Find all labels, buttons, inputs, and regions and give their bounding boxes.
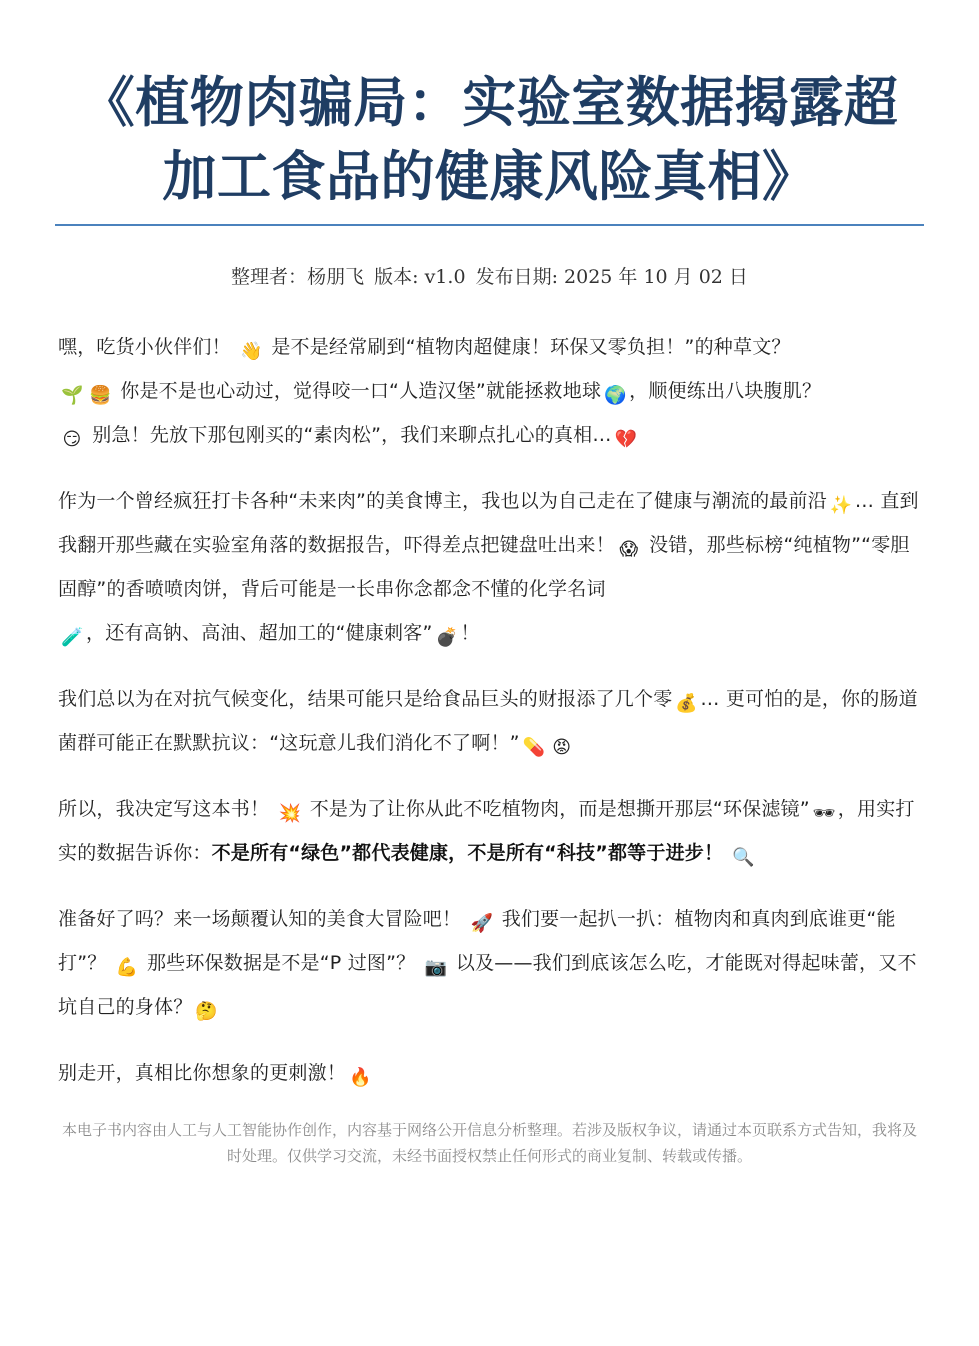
flexed-biceps-icon: 💪 [115, 957, 139, 978]
p3-text-b: … 更可怕的是，你的肠道菌群可能正在默默抗议：“这玩意儿我们消化不了啊！” [58, 688, 918, 754]
thinking-face-icon: 🤔 [195, 1001, 219, 1022]
p1-text-a: 嘿，吃货小伙伴们！ [58, 336, 231, 358]
p3-text-a: 我们总以为在对抗气候变化，结果可能只是给食品巨头的财报添了几个零 [58, 688, 673, 710]
paragraph-invitation [58, 897, 921, 1029]
version-label: 版本: [374, 266, 425, 288]
seedling-icon: 🌱 [61, 385, 84, 406]
p4-text-a: 所以，我决定写这本书！ [58, 798, 270, 820]
p5-text-d: 以及——我们到底该怎么吃，才能既对得起味蕾，又不坑自己的身体？ [58, 952, 917, 1018]
organizer-label: 整理者： [231, 266, 308, 288]
p5-text-b: 我们要一起扒一扒：植物肉和真肉到底谁更“能打”？ [58, 908, 896, 974]
broken-heart-icon: 💔 [614, 429, 638, 450]
money-bag-icon: 💰 [675, 693, 699, 714]
glasses-icon: 🕶 [812, 803, 836, 824]
paragraph-intro [58, 325, 921, 457]
p1-text-e: 别急！先放下那包刚买的“素肉松”，我们来聊点扎心的真相… [92, 424, 612, 446]
p2-text-a: 作为一个曾经疯狂打卡各种“未来肉”的美食博主，我也以为自己走在了健康与潮流的最前沿 [58, 490, 827, 512]
globe-icon: 🌍 [604, 385, 627, 406]
p1-text-d: ，顺便练出八块腹肌？ [629, 380, 822, 402]
magnifier-icon: 🔍 [732, 847, 756, 868]
fire-icon: 🔥 [349, 1067, 372, 1088]
paragraph-background [58, 479, 921, 655]
p2-text-d: ，还有高钠、高油、超加工的“健康刺客” [86, 622, 433, 644]
smirk-face-icon: 😏 [62, 429, 82, 450]
title-line-1: 《植物肉骗局：实验室数据揭露超 [80, 71, 899, 134]
organizer-name: 杨朋飞 [307, 266, 365, 288]
document-title [58, 0, 921, 214]
p5-text-c: 那些环保数据是不是“P 过图”？ [146, 952, 416, 974]
p4-text-c: ，用实打实的数据告诉你： [58, 798, 915, 864]
camera-icon: 📷 [424, 957, 448, 978]
burger-icon: 🍔 [89, 385, 112, 406]
scream-face-icon: 😱 [619, 539, 639, 560]
p4-emphasis: 不是所有“绿色”都代表健康，不是所有“科技”都等于进步！ [211, 842, 724, 864]
date-value: 2025 年 10 月 02 日 [564, 266, 748, 288]
rocket-icon: 🚀 [470, 913, 494, 934]
title-divider [55, 224, 924, 226]
sparkles-icon: ✨ [829, 495, 853, 516]
document-meta [58, 262, 921, 289]
collision-icon: 💥 [278, 803, 302, 824]
p4-text-b: 不是为了让你从此不吃植物肉，而是想撕开那层“环保滤镜” [309, 798, 810, 820]
bomb-icon: 💣 [435, 627, 459, 648]
paragraph-closing [58, 1051, 921, 1095]
p5-text-a: 准备好了吗？来一场颠覆认知的美食大冒险吧！ [58, 908, 462, 930]
title-line-2: 加工食品的健康风险真相》 [162, 145, 817, 208]
angry-face-icon: 😡 [552, 737, 572, 758]
paragraph-concern [58, 677, 921, 765]
p2-text-e: ！ [460, 622, 480, 644]
waving-hand-icon: 👋 [240, 341, 263, 362]
test-tube-icon: 🧪 [61, 627, 84, 648]
p1-text-b: 是不是经常刷到“植物肉超健康！环保又零负担！”的种草文？ [271, 336, 791, 358]
paragraph-purpose [58, 787, 921, 875]
document-body [58, 325, 921, 1095]
version-value: v1.0 [424, 266, 466, 288]
p2-text-c: 没错，那些标榜“纯植物”“零胆固醇”的香喷喷肉饼，背后可能是一长串你念都念不懂的化学名词 [58, 534, 910, 600]
p1-text-c: 你是不是也心动过，觉得咬一口“人造汉堡”就能拯救地球 [120, 380, 602, 402]
date-label: 发布日期: [475, 266, 565, 288]
p6-text-a: 别走开，真相比你想象的更刺激！ [58, 1062, 347, 1084]
p2-text-b: … 直到我翻开那些藏在实验室角落的数据报告，吓得差点把键盘吐出来！ [58, 490, 919, 556]
copyright-notice: 本电子书内容由人工与人工智能协作创作，内容基于网络公开信息分析整理。若涉及版权争议，请通过本页联系方式告知，我将及时处理。仅供学习交流，未经书面授权禁止任何形式的商业复制、转载或传播。 [61, 1121, 917, 1165]
pill-icon: 💊 [522, 737, 546, 758]
